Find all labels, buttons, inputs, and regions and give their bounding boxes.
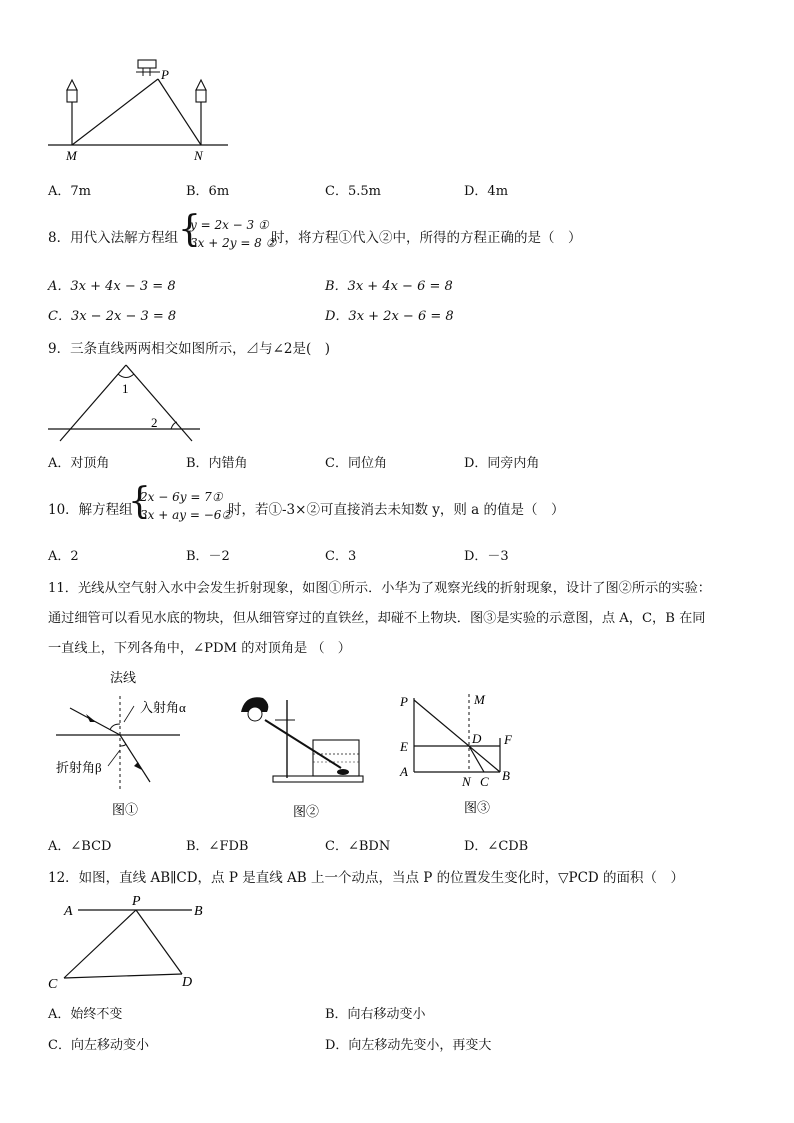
q12-label-d: D: [182, 975, 193, 990]
q11-line-3: 一直线上，下列各角中，∠PDM 的对顶角是 （ ）: [48, 641, 351, 656]
q12-option-c[interactable]: C．向左移动变小: [48, 1038, 149, 1053]
q10-eq2: 3x + ay = −6②: [140, 508, 233, 522]
q9-option-a[interactable]: A．对顶角: [48, 456, 110, 471]
q8-prefix: 8．用代入法解方程组: [48, 230, 179, 246]
fig3-label-e: E: [400, 739, 408, 754]
q11-option-b[interactable]: B．∠FDB: [186, 839, 249, 854]
q10-option-c[interactable]: C．3: [325, 549, 357, 564]
q9-option-d[interactable]: D．同旁内角: [464, 456, 540, 471]
q12-label-a: A: [64, 904, 73, 919]
q12-figure: [44, 890, 224, 994]
q11-line-2: 通过细管可以看见水底的物块，但从细管穿过的直铁丝，却碰不上物块．图③是实验的示意图，点 A，C，B 在同: [48, 611, 706, 626]
q9-stem: 9．三条直线两两相交如图所示，⊿与∠2是( ): [48, 341, 331, 357]
q8-option-c[interactable]: C．3x − 2x − 3 = 8: [48, 309, 177, 324]
fig7-label-n: N: [194, 148, 203, 163]
q9-angle-2: 2: [151, 415, 158, 430]
q10-brace: {: [128, 481, 151, 522]
q10-option-b[interactable]: B．－2: [186, 549, 230, 564]
q11-option-c[interactable]: C．∠BDN: [325, 839, 391, 854]
q10-option-d[interactable]: D．－3: [464, 549, 509, 564]
q11-figure-1: [50, 662, 210, 822]
fig3-label-a: A: [400, 764, 408, 779]
q8-eq2: 3x + 2y = 8 ②: [190, 236, 277, 250]
fig1-refract-label: 折射角β: [56, 760, 102, 775]
q11-line-1: 11．光线从空气射入水中会发生折射现象，如图①所示．小华为了观察光线的折射现象，设计了图②所示的实验：: [48, 581, 711, 596]
q12-label-b: B: [194, 904, 203, 919]
q8-brace: {: [178, 209, 201, 250]
q12-label-p: P: [132, 894, 141, 909]
q12-stem: 12．如图，直线 AB∥CD，点 P 是直线 AB 上一个动点，当点 P 的位置发生变化时，▽PCD 的面积（ ）: [48, 870, 685, 886]
q9-option-b[interactable]: B．内错角: [186, 456, 248, 471]
fig3-caption: 图③: [464, 800, 491, 815]
fig3-label-m: M: [474, 692, 485, 707]
q11-figure-2: [235, 690, 375, 822]
q7-option-d[interactable]: D．4m: [464, 184, 509, 199]
q7-option-a[interactable]: A．7m: [48, 184, 91, 199]
fig2-caption: 图②: [293, 804, 320, 819]
q8-option-a[interactable]: A．3x + 4x − 3 = 8: [48, 279, 176, 294]
q8-suffix: 时，将方程①代入②中，所得的方程正确的是（ ）: [271, 230, 582, 246]
q10-suffix: 时，若①-3×②可直接消去未知数 y，则 a 的值是（ ）: [228, 502, 565, 518]
q8-option-b[interactable]: B．3x + 4x − 6 = 8: [325, 279, 453, 294]
q11-option-a[interactable]: A．∠BCD: [48, 839, 112, 854]
q10-system: [140, 488, 232, 524]
q9-figure: [44, 355, 204, 445]
fig3-label-b: B: [502, 768, 510, 783]
q7-figure: [40, 48, 240, 166]
q8-system: [190, 216, 276, 252]
fig7-label-m: M: [66, 148, 77, 163]
q10-prefix: 10．解方程组: [48, 502, 133, 518]
fig1-caption: 图①: [112, 802, 139, 817]
q12-option-a[interactable]: A．始终不变: [48, 1007, 123, 1022]
q9-option-c[interactable]: C．同位角: [325, 456, 387, 471]
fig1-incident-label: 入射角α: [140, 700, 186, 715]
q11-option-d[interactable]: D．∠CDB: [464, 839, 529, 854]
fig3-label-n: N: [462, 774, 471, 789]
q7-option-c[interactable]: C．5.5m: [325, 184, 381, 199]
q12-option-b[interactable]: B．向右移动变小: [325, 1007, 426, 1022]
fig3-label-f: F: [504, 732, 512, 747]
q8-option-d[interactable]: D．3x + 2x − 6 = 8: [325, 309, 454, 324]
fig3-label-c: C: [480, 774, 489, 789]
observer-head-icon: [248, 707, 262, 721]
q12-label-c: C: [48, 977, 58, 992]
q10-eq1: 2x − 6y = 7①: [140, 490, 223, 504]
q7-option-b[interactable]: B．6m: [186, 184, 230, 199]
q11-figure-3: [392, 688, 532, 822]
q10-option-a[interactable]: A．2: [48, 549, 79, 564]
q8-eq1: y = 2x − 3 ①: [190, 218, 269, 232]
q12-option-d[interactable]: D．向左移动先变小，再变大: [325, 1038, 492, 1053]
fig7-label-p: P: [161, 67, 169, 82]
fig3-label-p: P: [400, 694, 408, 709]
fig1-normal-label: 法线: [110, 670, 137, 685]
q9-angle-1: 1: [122, 381, 129, 396]
fig3-label-d: D: [472, 731, 482, 746]
